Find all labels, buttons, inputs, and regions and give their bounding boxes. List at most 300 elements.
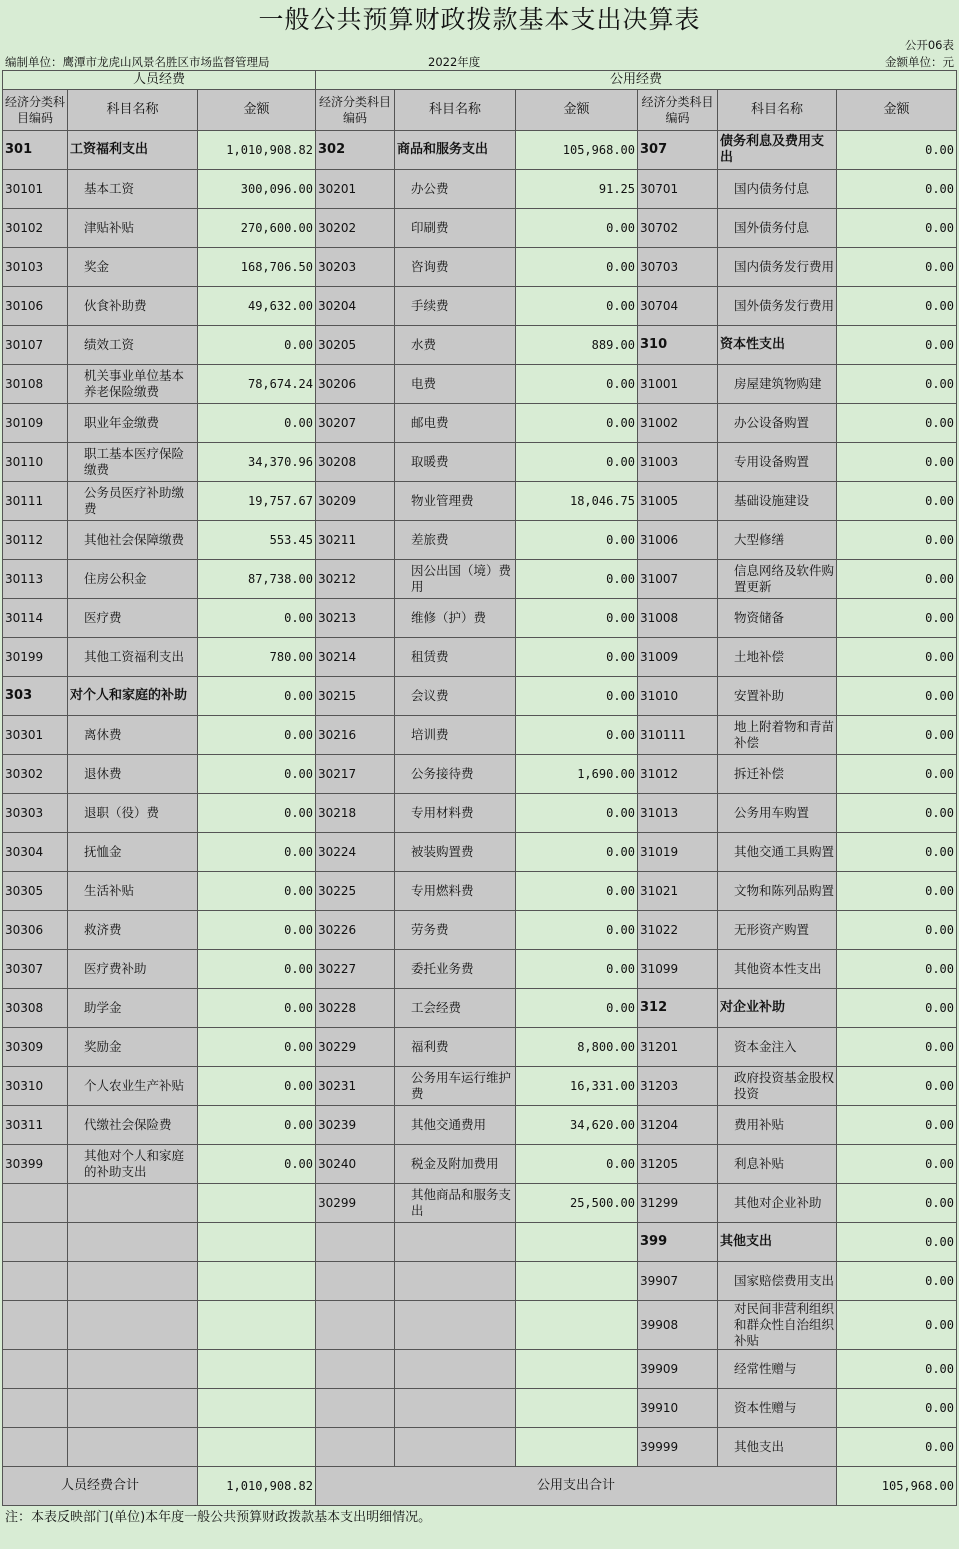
amount-cell: 0.00 [198, 326, 316, 365]
subject-name-cell: 对民间非营利组织和群众性自治组织补贴 [718, 1301, 837, 1350]
table-row [3, 326, 957, 365]
amount-cell: 0.00 [516, 599, 638, 638]
table-row [3, 521, 957, 560]
economic-code-cell: 31003 [638, 443, 718, 482]
table-row [3, 1223, 957, 1262]
table-row [3, 1262, 957, 1301]
table-row [3, 1428, 957, 1467]
amount-cell: 0.00 [837, 521, 957, 560]
subject-name-cell: 职工基本医疗保险缴费 [68, 443, 198, 482]
subject-name-cell: 国内债务付息 [718, 170, 837, 209]
economic-code-cell: 31010 [638, 677, 718, 716]
amount-cell: 0.00 [516, 209, 638, 248]
table-row [3, 1184, 957, 1223]
table-row [3, 1350, 957, 1389]
amount-cell: 0.00 [837, 911, 957, 950]
economic-code-cell: 30212 [316, 560, 395, 599]
table-row [3, 131, 957, 170]
amount-cell: 0.00 [516, 950, 638, 989]
report-title: 一般公共预算财政拨款基本支出决算表 [258, 5, 701, 34]
economic-code-cell: 30307 [3, 950, 68, 989]
amount-cell: 0.00 [837, 599, 957, 638]
expenditure-table [2, 70, 957, 1506]
table-row [3, 794, 957, 833]
subject-name-cell: 信息网络及软件购置更新 [718, 560, 837, 599]
amount-cell [198, 1389, 316, 1428]
economic-code-cell: 30239 [316, 1106, 395, 1145]
amount-cell: 0.00 [837, 1262, 957, 1301]
subject-name-cell: 公务接待费 [395, 755, 516, 794]
subject-name-cell: 委托业务费 [395, 950, 516, 989]
economic-code-cell: 30214 [316, 638, 395, 677]
economic-code-cell [3, 1350, 68, 1389]
economic-code-cell: 302 [316, 131, 395, 170]
economic-code-cell [316, 1223, 395, 1262]
table-row [3, 482, 957, 521]
amount-cell [516, 1428, 638, 1467]
subject-name-cell: 文物和陈列品购置 [718, 872, 837, 911]
amount-header: 金额 [198, 90, 316, 131]
amount-cell: 0.00 [837, 1106, 957, 1145]
amount-cell [198, 1428, 316, 1467]
economic-code-cell: 310 [638, 326, 718, 365]
economic-code-cell: 303 [3, 677, 68, 716]
amount-cell [516, 1262, 638, 1301]
subject-name-cell: 地上附着物和青苗补偿 [718, 716, 837, 755]
amount-cell: 0.00 [516, 833, 638, 872]
table-row [3, 755, 957, 794]
economic-code-cell: 30216 [316, 716, 395, 755]
economic-code-cell: 30231 [316, 1067, 395, 1106]
subject-name-cell: 维修（护）费 [395, 599, 516, 638]
economic-code-cell: 30106 [3, 287, 68, 326]
economic-code-cell: 31008 [638, 599, 718, 638]
economic-code-cell: 30227 [316, 950, 395, 989]
subject-name-cell [395, 1428, 516, 1467]
economic-code-cell: 30304 [3, 833, 68, 872]
amount-cell: 0.00 [837, 131, 957, 170]
amount-cell: 0.00 [837, 248, 957, 287]
economic-code-cell [316, 1350, 395, 1389]
table-row [3, 716, 957, 755]
amount-cell [198, 1223, 316, 1262]
amount-cell: 0.00 [516, 677, 638, 716]
fiscal-year: 2022年度 [428, 55, 481, 69]
subject-name-cell: 其他工资福利支出 [68, 638, 198, 677]
amount-cell: 1,010,908.82 [198, 131, 316, 170]
table-row [3, 560, 957, 599]
subject-name-cell: 其他交通工具购置 [718, 833, 837, 872]
subject-name-cell: 邮电费 [395, 404, 516, 443]
table-row [3, 833, 957, 872]
totals-row [3, 1467, 957, 1506]
economic-code-cell: 30202 [316, 209, 395, 248]
amount-cell: 0.00 [516, 404, 638, 443]
amount-cell: 0.00 [516, 1145, 638, 1184]
subject-name-cell: 取暖费 [395, 443, 516, 482]
subject-name-cell: 差旅费 [395, 521, 516, 560]
amount-cell: 91.25 [516, 170, 638, 209]
subject-name-cell: 福利费 [395, 1028, 516, 1067]
table-row [3, 1301, 957, 1350]
amount-cell: 18,046.75 [516, 482, 638, 521]
economic-code-cell: 30303 [3, 794, 68, 833]
subject-name-cell: 基础设施建设 [718, 482, 837, 521]
amount-cell: 0.00 [837, 1389, 957, 1428]
economic-code-cell: 39909 [638, 1350, 718, 1389]
economic-code-cell [3, 1184, 68, 1223]
amount-cell: 0.00 [198, 950, 316, 989]
amount-cell: 0.00 [837, 794, 957, 833]
subject-name-cell: 资本性支出 [718, 326, 837, 365]
amount-cell: 34,620.00 [516, 1106, 638, 1145]
economic-code-cell: 30199 [3, 638, 68, 677]
economic-code-cell: 30704 [638, 287, 718, 326]
footnote: 注：本表反映部门(单位)本年度一般公共预算财政拨款基本支出明细情况。 [5, 1510, 432, 1525]
subject-name-cell: 退休费 [68, 755, 198, 794]
subject-name-cell: 公务员医疗补助缴费 [68, 482, 198, 521]
subject-name-cell: 医疗费 [68, 599, 198, 638]
subject-name-cell: 无形资产购置 [718, 911, 837, 950]
subject-name-cell: 对个人和家庭的补助 [68, 677, 198, 716]
economic-code-cell: 30225 [316, 872, 395, 911]
amount-cell: 0.00 [198, 1067, 316, 1106]
economic-code-cell: 31005 [638, 482, 718, 521]
amount-cell: 0.00 [837, 365, 957, 404]
subject-name-cell: 其他资本性支出 [718, 950, 837, 989]
amount-cell: 0.00 [198, 677, 316, 716]
amount-cell: 0.00 [837, 1067, 957, 1106]
table-row [3, 443, 957, 482]
economic-code-cell: 31021 [638, 872, 718, 911]
economic-code-cell: 31013 [638, 794, 718, 833]
subject-name-cell [68, 1262, 198, 1301]
economic-code-cell: 39999 [638, 1428, 718, 1467]
subject-name-cell: 费用补贴 [718, 1106, 837, 1145]
public-total-amount: 105,968.00 [837, 1467, 957, 1506]
economic-code-cell: 30240 [316, 1145, 395, 1184]
economic-code-cell: 31019 [638, 833, 718, 872]
amount-cell: 0.00 [837, 1184, 957, 1223]
subject-name-cell: 利息补贴 [718, 1145, 837, 1184]
amount-cell: 0.00 [198, 716, 316, 755]
economic-code-cell: 31022 [638, 911, 718, 950]
subject-name-cell: 抚恤金 [68, 833, 198, 872]
table-row [3, 1028, 957, 1067]
code-header: 经济分类科目编码 [638, 90, 718, 131]
amount-cell: 0.00 [837, 638, 957, 677]
subject-name-cell [395, 1223, 516, 1262]
subject-name-cell: 土地补偿 [718, 638, 837, 677]
economic-code-cell: 30204 [316, 287, 395, 326]
subject-name-cell: 生活补贴 [68, 872, 198, 911]
subject-name-cell: 印刷费 [395, 209, 516, 248]
economic-code-cell: 30208 [316, 443, 395, 482]
economic-code-cell: 30306 [3, 911, 68, 950]
amount-cell [516, 1350, 638, 1389]
amount-cell: 34,370.96 [198, 443, 316, 482]
economic-code-cell: 30103 [3, 248, 68, 287]
economic-code-cell: 307 [638, 131, 718, 170]
subject-name-cell: 职业年金缴费 [68, 404, 198, 443]
amount-cell: 8,800.00 [516, 1028, 638, 1067]
amount-cell: 0.00 [516, 911, 638, 950]
subject-name-cell [68, 1428, 198, 1467]
amount-cell [198, 1301, 316, 1350]
amount-cell: 0.00 [837, 287, 957, 326]
amount-cell: 0.00 [516, 365, 638, 404]
subject-name-cell: 办公设备购置 [718, 404, 837, 443]
table-row [3, 677, 957, 716]
subject-name-cell: 培训费 [395, 716, 516, 755]
amount-cell: 553.45 [198, 521, 316, 560]
subject-name-cell: 医疗费补助 [68, 950, 198, 989]
amount-cell [516, 1301, 638, 1350]
amount-cell: 0.00 [516, 521, 638, 560]
subject-name-cell [68, 1223, 198, 1262]
subject-name-cell: 工会经费 [395, 989, 516, 1028]
subject-name-cell: 因公出国（境）费用 [395, 560, 516, 599]
subject-name-cell: 代缴社会保险费 [68, 1106, 198, 1145]
amount-cell: 0.00 [837, 443, 957, 482]
subject-name-cell: 其他商品和服务支出 [395, 1184, 516, 1223]
economic-code-cell: 31001 [638, 365, 718, 404]
amount-cell: 0.00 [837, 1145, 957, 1184]
amount-cell: 0.00 [837, 209, 957, 248]
amount-cell: 270,600.00 [198, 209, 316, 248]
amount-cell: 19,757.67 [198, 482, 316, 521]
subject-name-cell: 奖金 [68, 248, 198, 287]
amount-cell: 0.00 [198, 989, 316, 1028]
economic-code-cell [3, 1428, 68, 1467]
subject-name-cell: 办公费 [395, 170, 516, 209]
amount-cell: 0.00 [837, 1428, 957, 1467]
table-row [3, 950, 957, 989]
economic-code-cell: 30226 [316, 911, 395, 950]
amount-cell: 0.00 [837, 560, 957, 599]
economic-code-cell: 30110 [3, 443, 68, 482]
personnel-total-amount: 1,010,908.82 [198, 1467, 316, 1506]
economic-code-cell: 31006 [638, 521, 718, 560]
economic-code-cell: 30702 [638, 209, 718, 248]
amount-cell: 49,632.00 [198, 287, 316, 326]
economic-code-cell: 30224 [316, 833, 395, 872]
economic-code-cell: 30229 [316, 1028, 395, 1067]
economic-code-cell [3, 1223, 68, 1262]
subject-name-cell: 绩效工资 [68, 326, 198, 365]
code-header: 经济分类科目编码 [316, 90, 395, 131]
amount-cell: 0.00 [198, 1145, 316, 1184]
economic-code-cell [3, 1389, 68, 1428]
economic-code-cell: 31099 [638, 950, 718, 989]
subject-name-cell: 专用设备购置 [718, 443, 837, 482]
economic-code-cell: 310111 [638, 716, 718, 755]
table-row [3, 1389, 957, 1428]
economic-code-cell [316, 1262, 395, 1301]
subject-name-cell [395, 1262, 516, 1301]
table-row [3, 638, 957, 677]
subject-name-cell: 水费 [395, 326, 516, 365]
economic-code-cell: 30102 [3, 209, 68, 248]
name-header: 科目名称 [718, 90, 837, 131]
economic-code-cell: 30201 [316, 170, 395, 209]
subject-name-cell: 个人农业生产补贴 [68, 1067, 198, 1106]
subject-name-cell: 安置补助 [718, 677, 837, 716]
amount-cell: 0.00 [837, 170, 957, 209]
amount-cell: 0.00 [198, 1106, 316, 1145]
amount-cell: 0.00 [837, 326, 957, 365]
economic-code-cell: 30209 [316, 482, 395, 521]
table-row [3, 287, 957, 326]
personnel-expense-header: 人员经费 [3, 71, 316, 90]
economic-code-cell: 31203 [638, 1067, 718, 1106]
amount-cell: 0.00 [837, 755, 957, 794]
table-row [3, 404, 957, 443]
subject-name-cell: 物业管理费 [395, 482, 516, 521]
economic-code-cell: 30701 [638, 170, 718, 209]
subject-name-cell: 对企业补助 [718, 989, 837, 1028]
economic-code-cell: 30211 [316, 521, 395, 560]
subject-name-cell: 机关事业单位基本养老保险缴费 [68, 365, 198, 404]
table-row [3, 248, 957, 287]
economic-code-cell: 30215 [316, 677, 395, 716]
economic-code-cell: 30213 [316, 599, 395, 638]
subject-name-cell: 经常性赠与 [718, 1350, 837, 1389]
subject-name-cell: 劳务费 [395, 911, 516, 950]
economic-code-cell [3, 1301, 68, 1350]
amount-cell [198, 1350, 316, 1389]
amount-cell: 105,968.00 [516, 131, 638, 170]
amount-cell: 0.00 [837, 716, 957, 755]
table-row [3, 170, 957, 209]
economic-code-cell [3, 1262, 68, 1301]
table-row [3, 911, 957, 950]
amount-cell: 0.00 [837, 833, 957, 872]
economic-code-cell: 31009 [638, 638, 718, 677]
amount-cell: 0.00 [837, 989, 957, 1028]
subject-name-cell: 公务用车运行维护费 [395, 1067, 516, 1106]
subject-name-cell: 国外债务付息 [718, 209, 837, 248]
table-row [3, 599, 957, 638]
amount-cell: 0.00 [198, 911, 316, 950]
economic-code-cell: 39907 [638, 1262, 718, 1301]
table-row [3, 1106, 957, 1145]
economic-code-cell: 30206 [316, 365, 395, 404]
amount-cell: 25,500.00 [516, 1184, 638, 1223]
amount-cell: 0.00 [516, 716, 638, 755]
amount-cell: 0.00 [516, 443, 638, 482]
subject-name-cell: 资本金注入 [718, 1028, 837, 1067]
subject-name-cell [395, 1389, 516, 1428]
economic-code-cell: 30228 [316, 989, 395, 1028]
economic-code-cell: 30109 [3, 404, 68, 443]
economic-code-cell: 30207 [316, 404, 395, 443]
amount-cell: 0.00 [198, 872, 316, 911]
subject-name-cell: 离休费 [68, 716, 198, 755]
amount-cell: 0.00 [516, 248, 638, 287]
subject-name-cell: 助学金 [68, 989, 198, 1028]
amount-cell: 0.00 [516, 989, 638, 1028]
amount-cell: 0.00 [198, 755, 316, 794]
subject-name-cell: 债务利息及费用支出 [718, 131, 837, 170]
reporting-unit: 编制单位：鹰潭市龙虎山风景名胜区市场监督管理局 [5, 55, 270, 69]
amount-cell: 780.00 [198, 638, 316, 677]
subject-name-cell: 国家赔偿费用支出 [718, 1262, 837, 1301]
amount-cell: 0.00 [198, 404, 316, 443]
economic-code-cell: 30302 [3, 755, 68, 794]
economic-code-cell: 30399 [3, 1145, 68, 1184]
economic-code-cell: 312 [638, 989, 718, 1028]
subject-name-cell: 会议费 [395, 677, 516, 716]
subject-name-cell: 其他社会保障缴费 [68, 521, 198, 560]
economic-code-cell: 31205 [638, 1145, 718, 1184]
subject-name-cell: 被装购置费 [395, 833, 516, 872]
amount-cell: 78,674.24 [198, 365, 316, 404]
amount-cell: 889.00 [516, 326, 638, 365]
economic-code-cell: 30217 [316, 755, 395, 794]
table-row [3, 365, 957, 404]
public-expense-header: 公用经费 [316, 71, 957, 90]
table-row [3, 989, 957, 1028]
amount-cell: 0.00 [516, 560, 638, 599]
economic-code-cell: 399 [638, 1223, 718, 1262]
subject-name-cell: 伙食补助费 [68, 287, 198, 326]
subject-name-cell: 住房公积金 [68, 560, 198, 599]
code-header: 经济分类科目编码 [3, 90, 68, 131]
amount-cell: 0.00 [837, 1350, 957, 1389]
economic-code-cell: 30114 [3, 599, 68, 638]
subject-name-cell: 拆迁补偿 [718, 755, 837, 794]
amount-cell: 300,096.00 [198, 170, 316, 209]
economic-code-cell: 30301 [3, 716, 68, 755]
subject-name-cell: 专用材料费 [395, 794, 516, 833]
amount-cell: 0.00 [198, 599, 316, 638]
economic-code-cell: 31204 [638, 1106, 718, 1145]
form-number: 公开06表 [904, 38, 954, 52]
subject-name-cell: 大型修缮 [718, 521, 837, 560]
economic-code-cell: 30113 [3, 560, 68, 599]
subject-name-cell: 其他支出 [718, 1223, 837, 1262]
subject-name-cell: 工资福利支出 [68, 131, 198, 170]
amount-cell: 0.00 [837, 404, 957, 443]
economic-code-cell [316, 1389, 395, 1428]
subject-name-cell: 资本性赠与 [718, 1389, 837, 1428]
subject-name-cell: 基本工资 [68, 170, 198, 209]
economic-code-cell: 30218 [316, 794, 395, 833]
amount-cell: 0.00 [837, 872, 957, 911]
economic-code-cell: 30305 [3, 872, 68, 911]
economic-code-cell: 39908 [638, 1301, 718, 1350]
amount-cell: 0.00 [837, 482, 957, 521]
subject-name-cell: 公务用车购置 [718, 794, 837, 833]
subject-name-cell [68, 1389, 198, 1428]
economic-code-cell: 39910 [638, 1389, 718, 1428]
economic-code-cell: 30703 [638, 248, 718, 287]
economic-code-cell: 30112 [3, 521, 68, 560]
subject-name-cell [395, 1301, 516, 1350]
amount-cell: 0.00 [516, 794, 638, 833]
amount-cell: 0.00 [837, 950, 957, 989]
subject-name-cell [395, 1350, 516, 1389]
economic-code-cell [316, 1428, 395, 1467]
subject-name-cell: 国内债务发行费用 [718, 248, 837, 287]
economic-code-cell: 30203 [316, 248, 395, 287]
economic-code-cell: 30205 [316, 326, 395, 365]
economic-code-cell [316, 1301, 395, 1350]
economic-code-cell: 31012 [638, 755, 718, 794]
economic-code-cell: 30111 [3, 482, 68, 521]
amount-header: 金额 [516, 90, 638, 131]
